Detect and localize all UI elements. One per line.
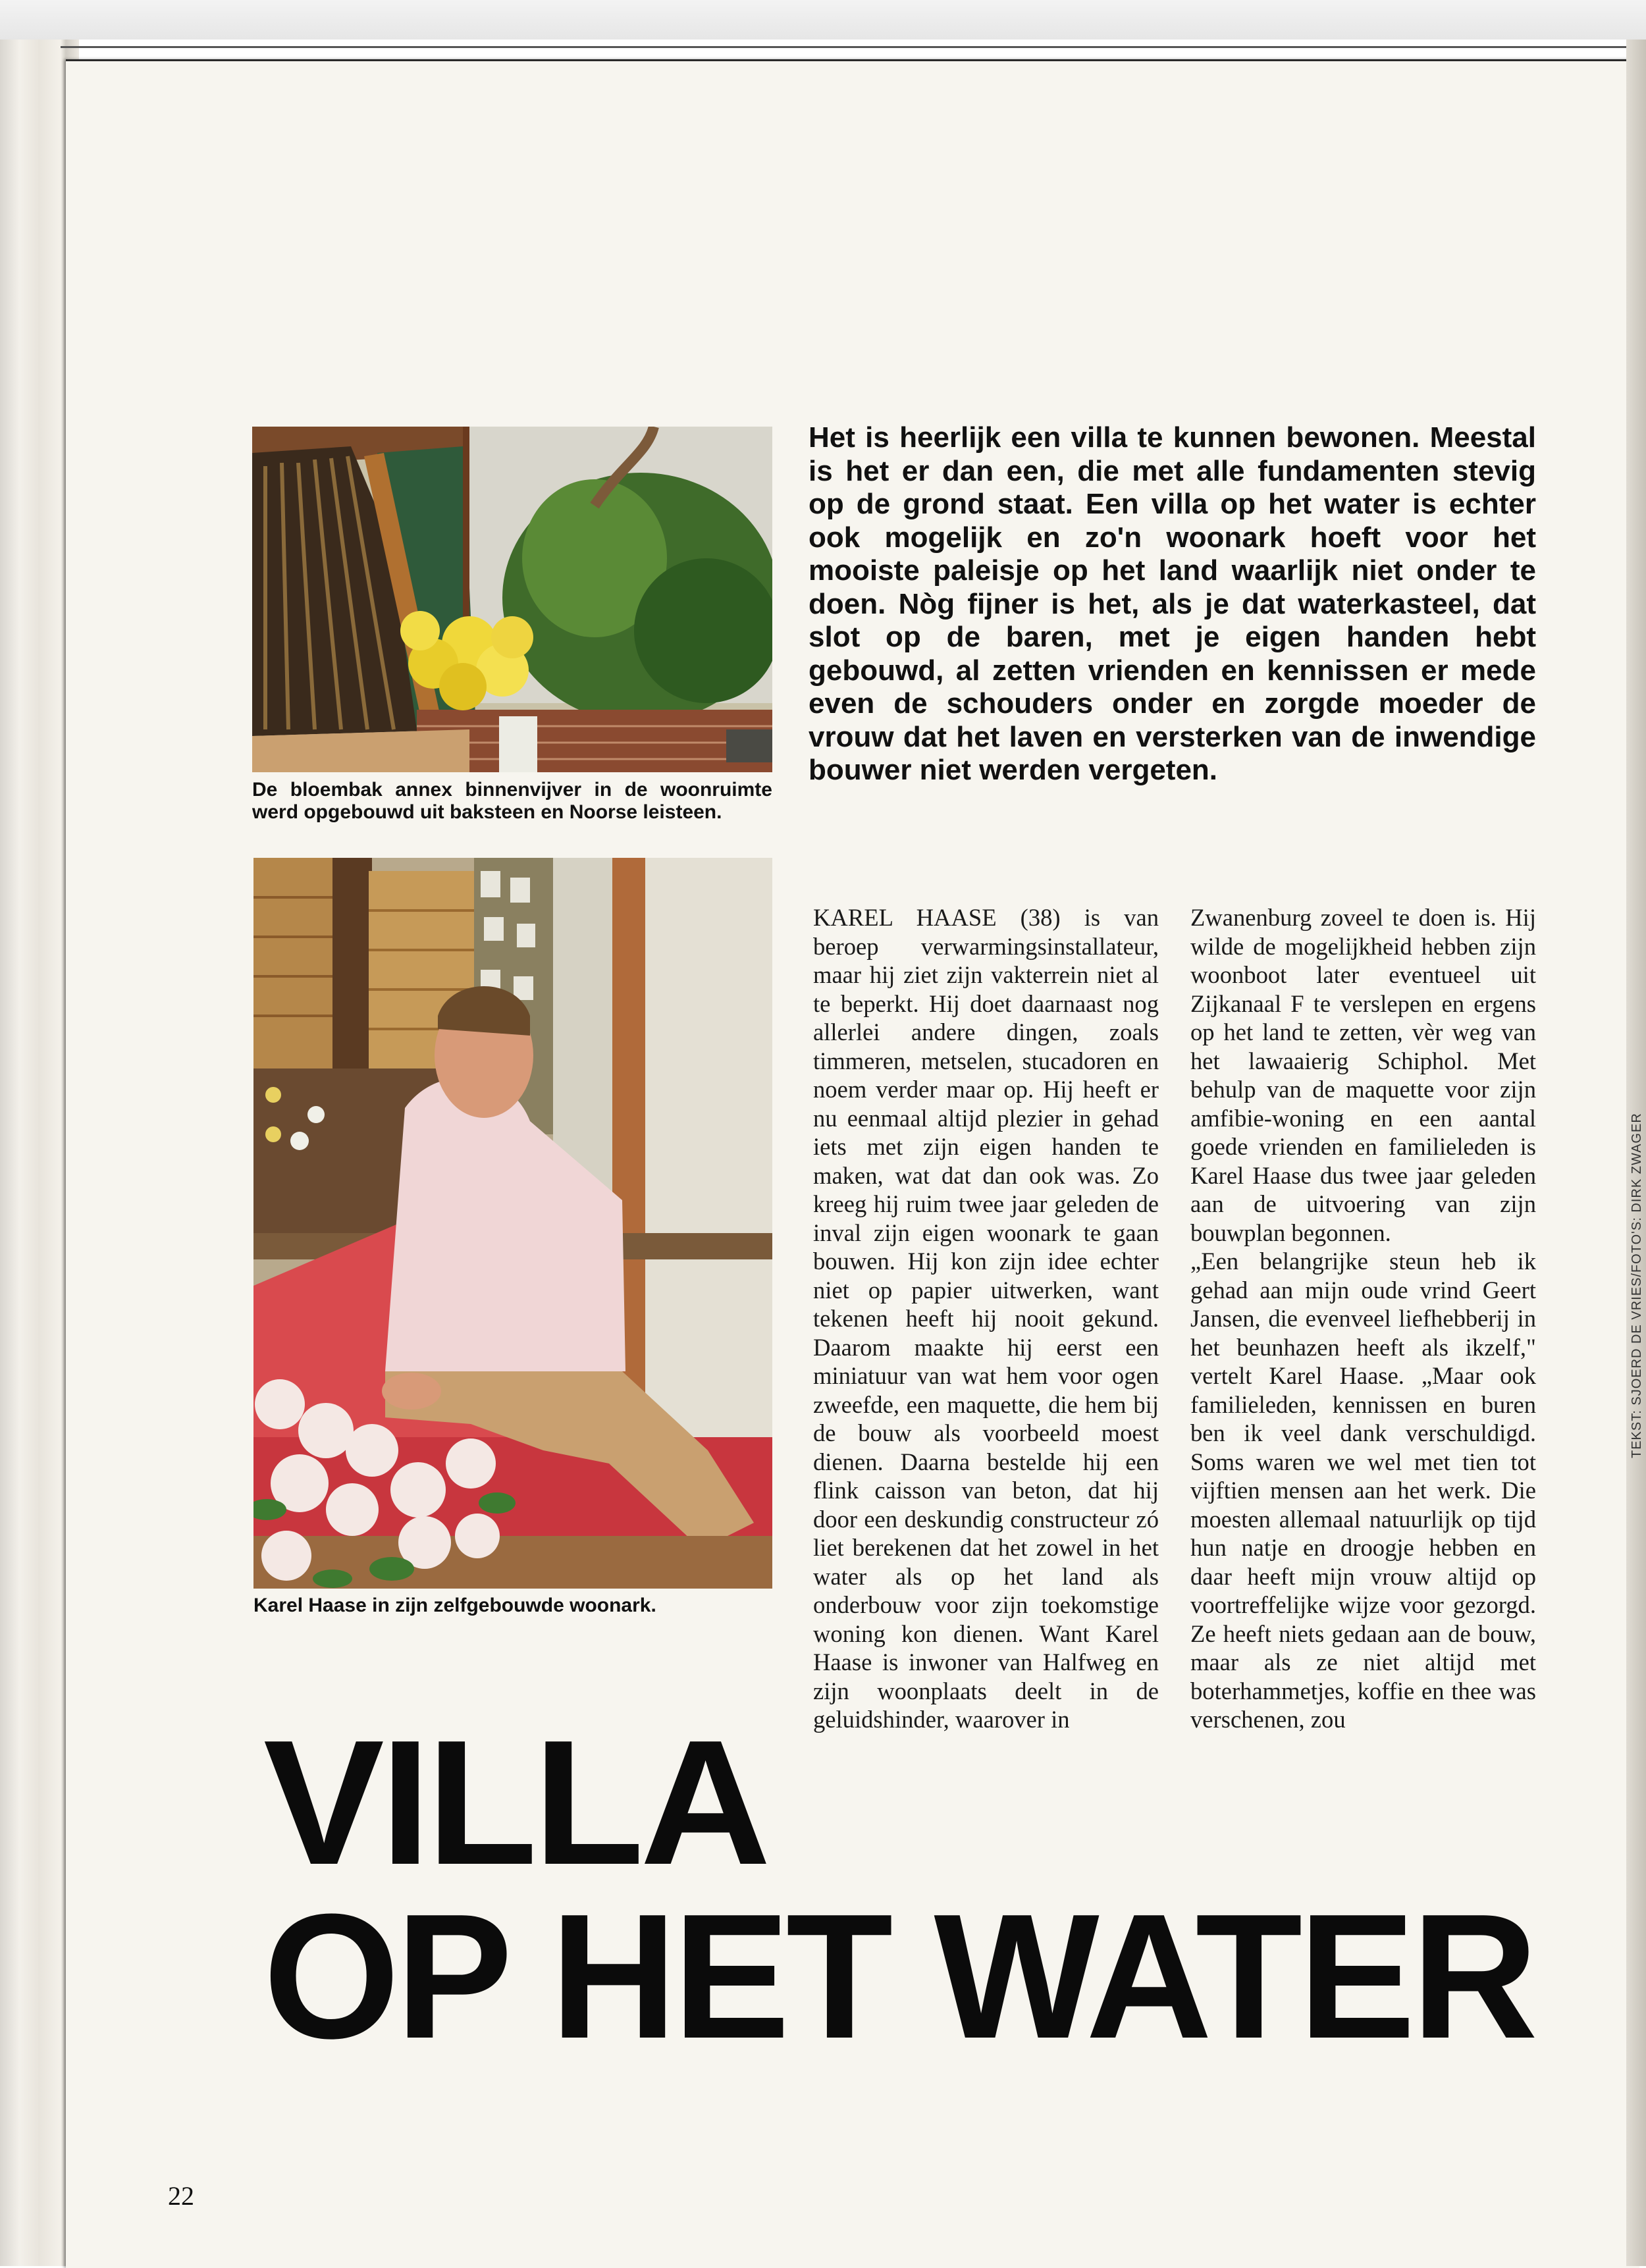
body-column-1 [813, 903, 1159, 1734]
body-paragraph: „Een belangrijke steun heb ik gehad aan mijn oude vrind Geert Jansen, die evenveel liefhebberij in het beunhazen heeft als ikzelf," vertelt Karel Haase. „Maar ook familieleden, kennissen en buren ben ik veel dank verschuldigd. Soms waren we wel met tien tot vijftien mensen aan het werk. Die moesten allemaal natuurlijk op tijd hun natje en droogje hebben en daar heeft mijn vrouw altijd op voortreffelijke wijze voor gezorgd. Ze heeft niets gedaan aan de bouw, maar als ze niet altijd met boterhammetjes, koffie en thee was verschenen, zou [1190, 1248, 1536, 1733]
scan-background [0, 0, 1646, 40]
photo-caption-flower-box: De bloembak annex binnenvijver in de woonruimte werd opgebouwd uit baksteen en Noorse leisteen. [252, 779, 772, 823]
page-number: 22 [168, 2181, 194, 2211]
headline-line-2: OP HET WATER [263, 1878, 1535, 2076]
photo-karel-haase [253, 858, 772, 1589]
photo-flower-box [252, 427, 772, 772]
page-top-edge [61, 46, 1639, 53]
body-paragraph: Zwanenburg zoveel te doen is. Hij wilde de mogelijkheid hebben zijn woonboot later eventueel uit Zijkanaal F te verslepen en ergens op het land te zetten, vèr weg van het lawaaierig Schiphol. Met behulp van de maquette voor zijn amfibie-woning en een aantal goede vrienden en familieleden is Karel Haase dus twee jaar geleden aan de uitvoering van zijn bouwplan begonnen. [1190, 904, 1536, 1246]
lede-paragraph [809, 421, 1536, 787]
lede-text: Het is heerlijk een villa te kunnen bewonen. Meestal is het er dan een, die met alle fundamenten stevig op de grond staat. Een villa op het water is echter ook mogelijk en zo'n woonark hoeft voor het mooiste paleisje op het land waarlijk niet onder te doen. Nòg fijner is het, als je dat waterkasteel, dat slot op de baren, met je eigen handen hebt gebouwd, al zetten vrienden en kennissen er mede even de schouders onder en zorgde moeder de vrouw dat het laven en versterken van de inwendige bouwer niet werden vergeten. [809, 421, 1536, 786]
body-paragraph: KAREL HAASE (38) is van beroep verwarmingsinstallateur, maar hij ziet zijn vakterrein niet al te beperkt. Hij doet daarnaast nog allerlei andere dingen, zoals timmeren, metselen, stucadoren en noem verder maar op. Hij heeft er nu eenmaal altijd plezier in gehad iets met zijn eigen handen te maken, wat dat dan ook was. Zo kreeg hij ruim twee jaar geleden de inval zijn eigen woonark te gaan bouwen. Hij kon zijn idee echter niet op papier uitwerken, want tekenen heeft hij nooit gekund. Daarom maakte hij eerst een miniatuur van wat hem voor ogen zweefde, een maquette, die hem bij de bouw als voorbeeld moest dienen. Daarna bestelde hij een flink caisson van beton, dat hij door een deskundig constructeur zó liet berekenen dat het zowel in het water als op het land als onderbouw voor zijn toekomstige woning kon dienen. Want Karel Haase is inwoner van Halfweg en zijn woonplaats deelt in de geluidshinder, waarover in [813, 904, 1159, 1733]
headline-line-1: VILLA [263, 1704, 767, 1902]
body-column-2 [1190, 903, 1536, 1734]
photo-caption-karel-haase: Karel Haase in zijn zelfgebouwde woonark. [253, 1595, 656, 1616]
photo-credit: TEKST: SJOERD DE VRIES/FOTO'S: DIRK ZWAGER [1630, 1113, 1644, 1458]
